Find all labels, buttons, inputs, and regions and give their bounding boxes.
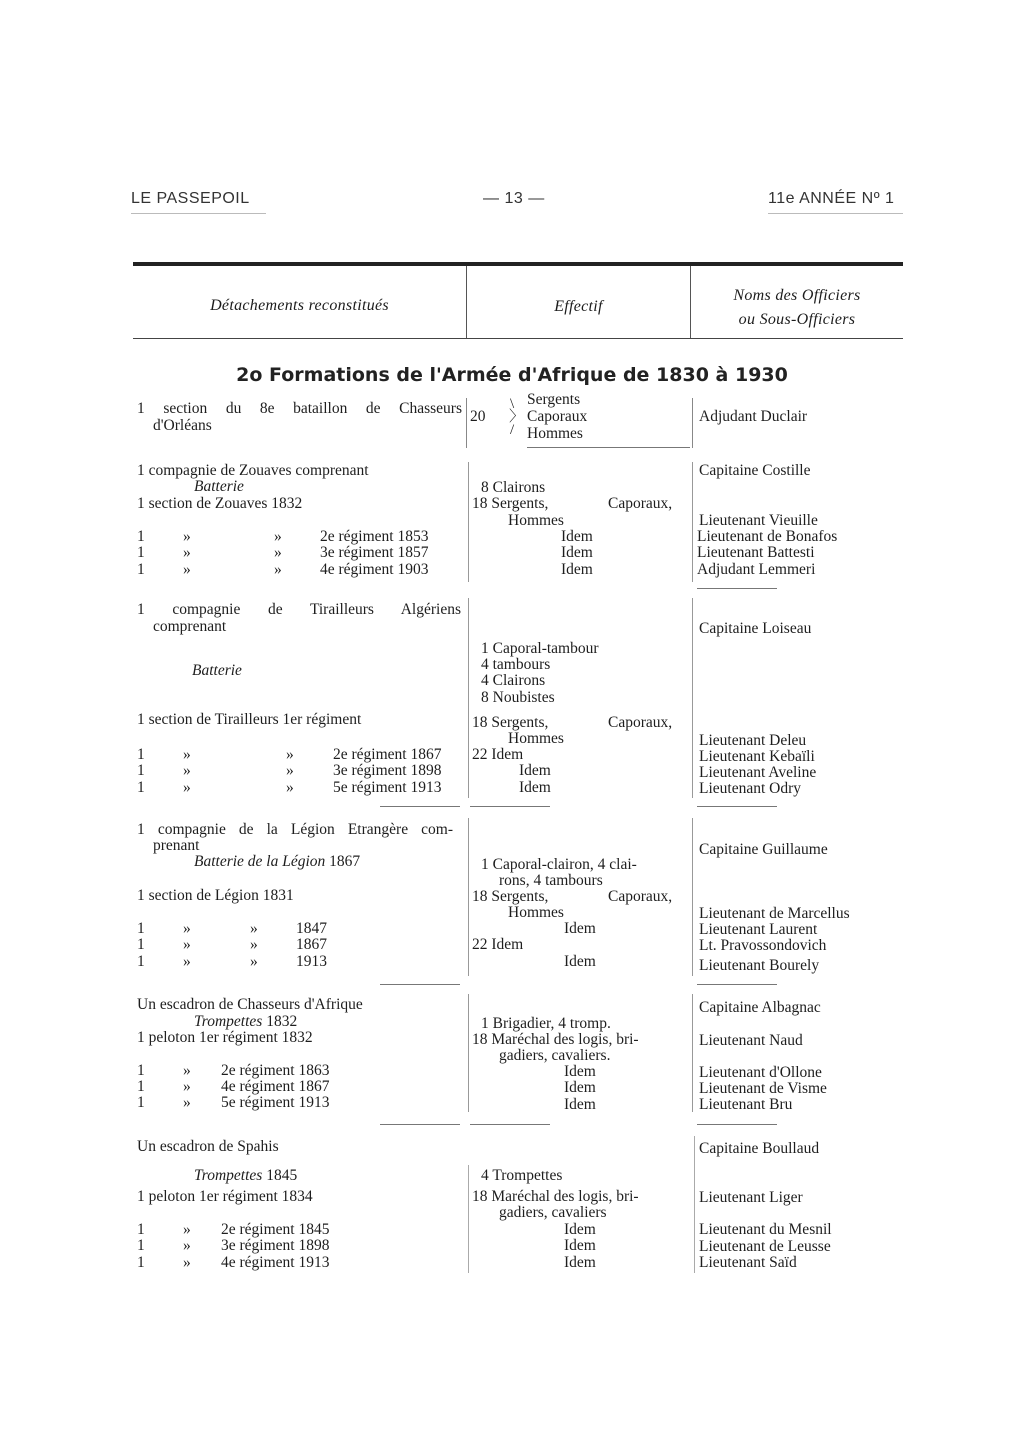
detachement-text: 3e régiment 1898 [221,1237,330,1254]
detachement-text: » [274,528,282,545]
detachement-text: 1 section du 8e bataillon de Chasseurs [137,400,462,417]
detachement-text: 1 peloton 1er régiment 1832 [137,1029,313,1046]
detachement-text: 4e régiment 1867 [221,1078,330,1095]
table-header-rule [133,338,903,339]
effectif-text: 1 Caporal-tambour [481,640,599,657]
effectif-text: 18 Maréchal des logis, bri- [472,1188,639,1205]
effectif-text: 4 Trompettes [481,1167,563,1184]
header-underline [131,213,266,214]
effectif-text: Hommes [527,425,583,442]
effectif-text: Idem [561,528,593,545]
effectif-text: Caporaux, [608,888,673,905]
detachement-text: 1 compagnie de la Légion Etrangère com- [137,821,453,838]
detachement-text: » [183,779,191,796]
group-separator [697,984,777,985]
column-header-officers-line2: ou Sous-Officiers [738,311,856,328]
detachement-text: Batterie [192,662,242,679]
detachement-text: 2e régiment 1867 [333,746,442,763]
detachement-text: 1 [137,561,145,578]
effectif-text: gadiers, cavaliers [499,1204,607,1221]
detachement-text: » [274,561,282,578]
effectif-text: Hommes [508,730,564,747]
detachement-text: d'Orléans [153,417,212,434]
detachement-text: » [183,762,191,779]
detachement-text: 1 [137,1254,145,1271]
detachement-text: » [286,779,294,796]
group-separator [697,588,777,589]
effectif-text: 18 Maréchal des logis, bri- [472,1031,639,1048]
detachement-text: 1 [137,544,145,561]
officer-name: Lieutenant Bru [699,1096,793,1113]
detachement-text: » [183,936,191,953]
detachement-text [194,1013,297,1030]
officer-name: Lieutenant Vieuille [699,512,818,529]
effectif-text: Idem [564,1254,596,1271]
detachement-text: » [274,544,282,561]
officer-name: Lieutenant Battesti [697,544,815,561]
officer-name: Lieutenant Laurent [699,921,818,938]
detachement-text: 1 [137,1221,145,1238]
officer-name: Capitaine Boullaud [699,1140,820,1157]
effectif-text: 18 Sergents, [472,888,549,905]
detachement-text: » [183,561,191,578]
italic-label: Trompettes [194,1167,263,1184]
column-header-effectif: Effectif [554,298,603,315]
effectif-text: Caporaux, [608,714,673,731]
effectif-text: Caporaux, [608,495,673,512]
detachement-text: » [286,762,294,779]
detachement-text: 5e régiment 1913 [333,779,442,796]
detachement-text: » [286,746,294,763]
italic-label: Trompettes [194,1013,263,1030]
italic-label: Batterie de la Légion [194,853,326,870]
table-top-rule [133,262,903,266]
group-separator [470,806,550,807]
detachement-text: » [183,544,191,561]
detachement-text: Un escadron de Spahis [137,1138,279,1155]
group-separator [380,984,460,985]
group-separator [527,447,690,448]
year-label: 1845 [262,1167,298,1184]
detachement-text: Batterie [194,478,244,495]
detachement-text: 1847 [296,920,327,937]
officer-name: Lieutenant Deleu [699,732,807,749]
detachement-text: 3e régiment 1857 [320,544,429,561]
effectif-text: Idem [564,1237,596,1254]
detachement-text: 5e régiment 1913 [221,1094,330,1111]
detachement-text: 1 [137,528,145,545]
detachement-text: » [250,936,258,953]
detachement-text: 2e régiment 1863 [221,1062,330,1079]
effectif-text: gadiers, cavaliers. [499,1047,611,1064]
officer-name: Lieutenant de Marcellus [699,905,850,922]
detachement-text: 1 [137,936,145,953]
officer-name: Lieutenant d'Ollone [699,1064,822,1081]
group-separator [380,806,460,807]
column-separator [692,398,693,448]
detachement-text: 1 peloton 1er régiment 1834 [137,1188,313,1205]
year-label: 1832 [262,1013,298,1030]
detachement-text: » [183,1078,191,1095]
running-header-title: LE PASSEPOIL [131,190,250,207]
officer-name: Lieutenant Kebaïli [699,748,815,765]
detachement-text: 1 [137,762,145,779]
group-separator [697,1124,777,1125]
detachement-text: 1 [137,920,145,937]
effectif-text: Idem [519,779,551,796]
group-separator [380,1124,460,1125]
column-header-detachements: Détachements reconstitués [210,297,389,314]
page-number: — 13 — [483,190,545,207]
officer-name: Lieutenant de Bonafos [697,528,838,545]
column-separator [466,398,467,448]
detachement-text: » [250,953,258,970]
officer-name: Capitaine Loiseau [699,620,812,637]
officer-name: Lieutenant de Visme [699,1080,827,1097]
officer-name: Lieutenant du Mesnil [699,1221,832,1238]
detachement-text: » [183,528,191,545]
effectif-text: 1 Caporal-clairon, 4 clai- [481,856,637,873]
issue-number: 11e ANNÉE Nº 1 [768,190,895,207]
column-separator [468,994,469,1112]
column-separator [692,462,693,582]
effectif-text: 4 Clairons [481,672,546,689]
officer-name: Lieutenant Liger [699,1189,803,1206]
detachement-text: 1913 [296,953,327,970]
detachement-text: 1 [137,1094,145,1111]
effectif-text: Idem [564,953,596,970]
effectif-text: Idem [519,762,551,779]
detachement-text: 4e régiment 1903 [320,561,429,578]
effectif-text: 22 Idem [472,746,524,763]
detachement-text [194,1167,297,1184]
detachement-text: 1867 [296,936,327,953]
officer-name: Lieutenant Saïd [699,1254,797,1271]
column-separator [694,1136,695,1273]
detachement-text: » [183,1254,191,1271]
detachement-text: 2e régiment 1853 [320,528,429,545]
officer-name: Lt. Pravossondovich [699,937,827,954]
detachement-text: 1 [137,1062,145,1079]
column-separator [468,462,469,582]
officer-name: Capitaine Albagnac [699,999,821,1016]
header-underline [768,213,903,214]
effectif-text: Idem [564,1063,596,1080]
group-separator [470,1124,550,1125]
detachement-text: comprenant [153,618,227,635]
effectif-text: Idem [561,544,593,561]
effectif-text: Hommes [508,904,564,921]
officer-name: Capitaine Costille [699,462,811,479]
year-label: 1867 [325,853,361,870]
effectif-text: Idem [564,1079,596,1096]
detachement-text: » [183,1094,191,1111]
effectif-text: 18 Sergents, [472,495,549,512]
detachement-text [194,853,360,870]
detachement-text: 1 section de Zouaves 1832 [137,495,303,512]
effectif-text: Idem [561,561,593,578]
detachement-text: 1 [137,746,145,763]
effectif-text: 18 Sergents, [472,714,549,731]
column-separator [468,1165,469,1273]
group-separator [697,806,777,807]
column-separator [468,818,469,976]
detachement-text: Un escadron de Chasseurs d'Afrique [137,996,363,1013]
effectif-text: 1 Brigadier, 4 tromp. [481,1015,611,1032]
detachement-text: 1 [137,953,145,970]
detachement-text: » [183,920,191,937]
column-header-officers-line1: Noms des Officiers [733,287,861,304]
detachement-text: 3e régiment 1898 [333,762,442,779]
detachement-text: 1 section de Tirailleurs 1er régiment [137,711,362,728]
detachement-text: » [183,746,191,763]
detachement-text: » [183,953,191,970]
detachement-text: prenant [153,837,200,854]
brace-top: \ [510,396,515,412]
detachement-text: 1 [137,779,145,796]
effectif-text: 8 Noubistes [481,689,555,706]
detachement-text: 1 compagnie de Zouaves comprenant [137,462,369,479]
effectif-text: Sergents [527,391,581,408]
officer-name: Adjudant Lemmeri [697,561,816,578]
effectif-text: rons, 4 tambours [499,872,603,889]
effectif-text: Caporaux [527,408,588,425]
detachement-text: » [183,1221,191,1238]
detachement-text: 4e régiment 1913 [221,1254,330,1271]
effectif-text: 22 Idem [472,936,524,953]
detachement-text: 1 [137,1078,145,1095]
officer-name: Adjudant Duclair [699,408,808,425]
effectif-text: 4 tambours [481,656,551,673]
effectif-text: 20 [470,408,486,425]
officer-name: Lieutenant Naud [699,1032,803,1049]
column-separator [692,818,693,976]
effectif-text: Idem [564,920,596,937]
detachement-text: 2e régiment 1845 [221,1221,330,1238]
brace-middle: 〉 [509,409,525,425]
detachement-text: » [183,1062,191,1079]
column-separator [692,598,693,798]
column-separator [468,598,469,798]
effectif-text: Hommes [508,512,564,529]
detachement-text: » [250,920,258,937]
detachement-text: 1 compagnie de Tirailleurs Algériens [137,601,461,618]
effectif-text: Idem [564,1221,596,1238]
officer-name: Lieutenant Odry [699,780,802,797]
officer-name: Lieutenant Bourely [699,957,820,974]
officer-name: Lieutenant Aveline [699,764,817,781]
brace-bottom: / [510,422,515,438]
detachement-text: 1 [137,1237,145,1254]
effectif-text: 8 Clairons [481,479,546,496]
section-title: 2o Formations de l'Armée d'Afrique de 1830 à 1930 [236,364,788,386]
effectif-text: Idem [564,1096,596,1113]
detachement-text: » [183,1237,191,1254]
detachement-text: 1 section de Légion 1831 [137,887,294,904]
officer-name: Capitaine Guillaume [699,841,828,858]
officer-name: Lieutenant de Leusse [699,1238,831,1255]
column-separator [692,994,693,1112]
